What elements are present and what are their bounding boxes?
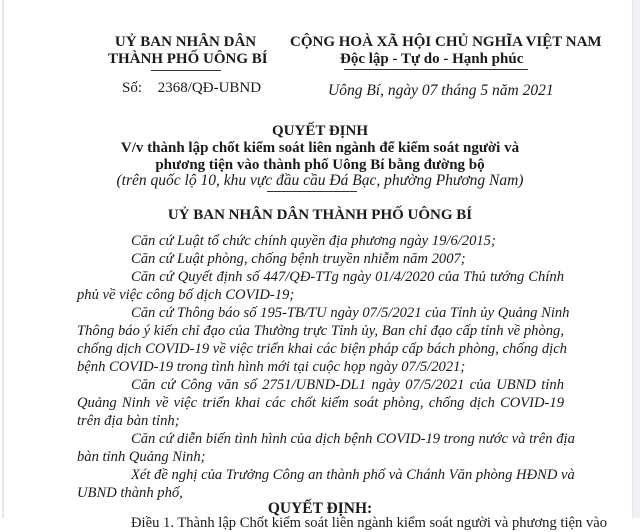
article-1-clipped-line: Điều 1. Thành lập Chốt kiểm soát liên ngành kiểm soát người và phương tiện vào	[131, 515, 608, 531]
subject-line-1: V/v thành lập chốt kiểm soát liên ngành để kiểm soát người và	[120, 140, 520, 156]
proposal-line-1: Xét đề nghị của Trưởng Công an thành phố và Chánh Văn phòng HĐND và	[131, 467, 575, 483]
legal-basis-4b: Thông báo ý kiến chỉ đạo của Thường trực Tỉnh ủy, Ban chỉ đạo cấp tỉnh về phòng,	[77, 323, 564, 339]
legal-basis-3a: Căn cứ Quyết định số 447/QĐ-TTg ngày 01/4/2020 của Thủ tướng Chính	[131, 269, 564, 285]
decision-heading: QUYẾT ĐỊNH:	[267, 500, 373, 517]
legal-basis-6b: bàn tỉnh Quảng Ninh;	[77, 449, 206, 465]
org-underline	[151, 70, 221, 71]
subject-line-2: phương tiện vào thành phố Uông Bí bằng đường bộ	[155, 157, 485, 173]
national-motto: Độc lập - Tự do - Hạnh phúc	[340, 51, 524, 67]
issuing-org-line1: UỶ BAN NHÂN DÂN	[114, 34, 257, 50]
doc-number-value: 2368/QĐ-UBND	[157, 80, 262, 96]
legal-basis-3b: phủ về việc công bố dịch COVID-19;	[77, 287, 295, 303]
issuing-org-line2: THÀNH PHỐ UÔNG BÍ	[108, 51, 268, 67]
place-date: Uông Bí, ngày 07 tháng 5 năm 2021	[328, 82, 554, 99]
subject-note: (trên quốc lộ 10, khu vực đầu cầu Đá Bạc, phường Phương Nam)	[116, 172, 524, 189]
legal-basis-2: Căn cứ Luật phòng, chống bệnh truyền nhiễm năm 2007;	[131, 251, 466, 267]
scrollbar-track[interactable]	[632, 0, 640, 518]
legal-basis-4c: chống dịch COVID-19 về việc triển khai các biện pháp cấp bách phòng, chống dịch	[77, 341, 567, 357]
authority-heading: UỶ BAN NHÂN DÂN THÀNH PHỐ UÔNG BÍ	[167, 207, 473, 223]
doc-number-label: Số:	[122, 80, 143, 96]
legal-basis-6a: Căn cứ diễn biến tình hình của dịch bệnh COVID-19 trong nước và trên địa	[131, 431, 575, 447]
proposal-line-2: UBND thành phố,	[77, 485, 183, 501]
legal-basis-1: Căn cứ Luật tổ chức chính quyền địa phương ngày 19/6/2015;	[131, 233, 496, 249]
motto-underline	[344, 69, 528, 70]
legal-basis-5c: trên địa bàn tỉnh;	[77, 413, 180, 429]
title-underline	[267, 191, 357, 192]
doc-number	[122, 80, 261, 97]
doc-type-title: QUYẾT ĐỊNH	[272, 123, 368, 139]
legal-basis-4a: Căn cứ Thông báo số 195-TB/TU ngày 07/5/2021 của Tỉnh ủy Quảng Ninh	[131, 305, 570, 321]
legal-basis-4d: bệnh COVID-19 trong tình hình mới tại cuộc họp ngày 07/5/2021;	[77, 359, 466, 375]
country-name: CỘNG HOÀ XÃ HỘI CHỦ NGHĨA VIỆT NAM	[290, 34, 602, 50]
legal-basis-5a: Căn cứ Công văn số 2751/UBND-DL1 ngày 07/5/2021 của UBND tỉnh	[131, 377, 564, 393]
page-left-edge	[2, 0, 4, 518]
legal-basis-5b: Quảng Ninh về việc triển khai các chốt kiểm soát phòng, chống dịch COVID-19	[77, 395, 564, 411]
